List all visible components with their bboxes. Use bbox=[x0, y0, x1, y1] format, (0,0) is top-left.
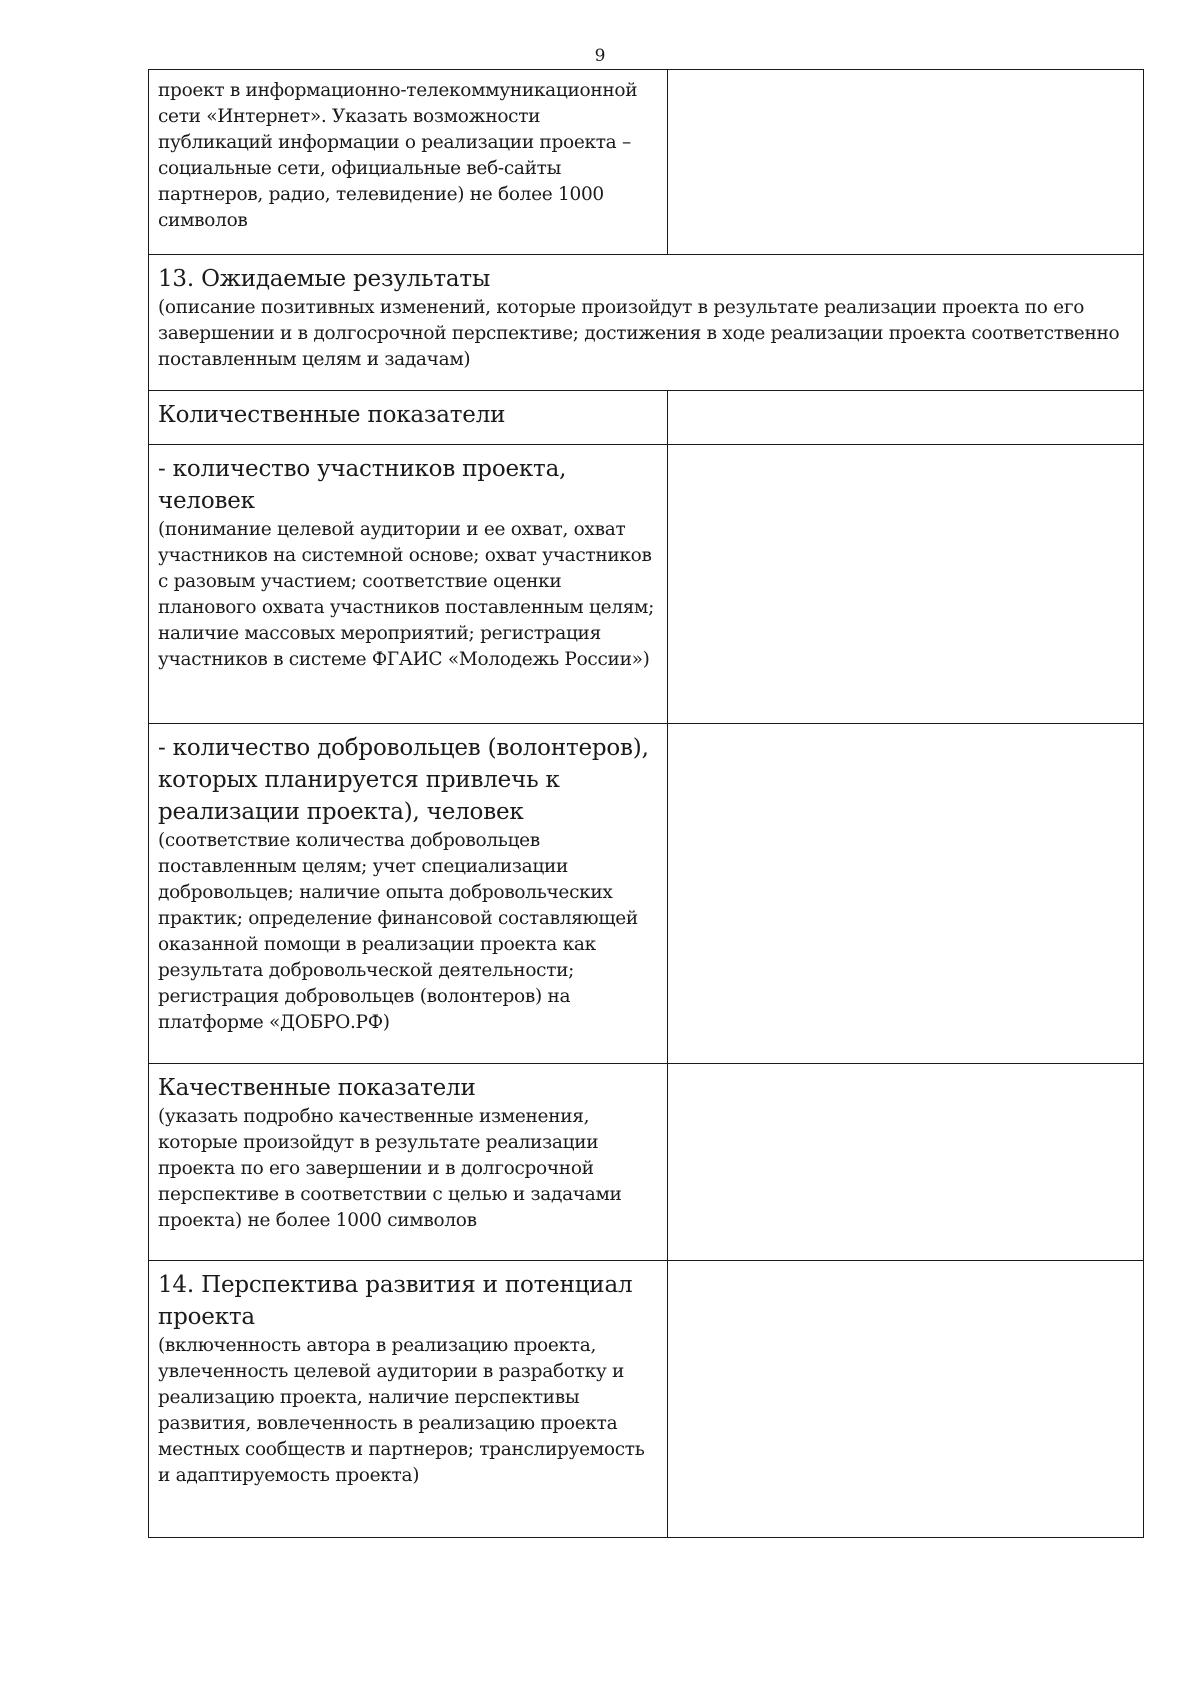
development-prospects-value-cell[interactable] bbox=[668, 1261, 1144, 1538]
table-row bbox=[149, 1064, 1144, 1261]
publication-options-value-cell[interactable] bbox=[668, 70, 1144, 255]
section-header-cell bbox=[149, 255, 1144, 391]
publication-options-text: проект в информационно-телекоммуникационной сети «Интернет». Указать возможности публикаций информации о реализации проекта – социальные сети, официальные веб-сайты партнеров, радио, телевидение) не более 1000 символов bbox=[158, 80, 638, 231]
participants-count-description: (понимание целевой аудитории и ее охват, охват участников на системной основе; охват участников с разовым участием; соответствие оценки планового охвата участников поставленным целям; наличие массовых мероприятий; регистрация участников в системе ФГАИС «Молодежь России») bbox=[158, 519, 655, 670]
table-row bbox=[149, 445, 1144, 724]
table-row bbox=[149, 391, 1144, 445]
qualitative-indicators-value-cell[interactable] bbox=[668, 1064, 1144, 1261]
row-label-cell bbox=[149, 445, 668, 724]
participants-count-heading: - количество участников проекта, человек bbox=[158, 456, 567, 514]
row-label-cell bbox=[149, 1261, 668, 1538]
row-label-cell bbox=[149, 70, 668, 255]
row-label-cell bbox=[149, 724, 668, 1064]
qualitative-indicators-heading: Качественные показатели bbox=[158, 1075, 476, 1101]
table-row bbox=[149, 724, 1144, 1064]
application-form-table bbox=[148, 69, 1144, 1538]
qualitative-indicators-description: (указать подробно качественные изменения, которые произойдут в результате реализации проекта по его завершении и в долгосрочной перспективе в соответствии с целью и задачами проекта) не более 1000 символов bbox=[158, 1106, 622, 1231]
section-14-heading: 14. Перспектива развития и потенциал проекта bbox=[158, 1272, 633, 1330]
quantitative-indicators-value-cell[interactable] bbox=[668, 391, 1144, 445]
section-14-description: (включенность автора в реализацию проекта, увлеченность целевой аудитории в разработку и реализацию проекта, наличие перспективы развития, вовлеченность в реализацию проекта местных сообществ и партнеров; транслируемость и адаптируемость проекта) bbox=[158, 1335, 645, 1486]
volunteers-count-value-cell[interactable] bbox=[668, 724, 1144, 1064]
quantitative-indicators-heading: Количественные показатели bbox=[158, 402, 506, 428]
table-row bbox=[149, 1261, 1144, 1538]
section-13-heading: 13. Ожидаемые результаты bbox=[158, 266, 491, 292]
section-13-description: (описание позитивных изменений, которые произойдут в результате реализации проекта по его завершении и в долгосрочной перспективе; достижения в ходе реализации проекта соответственно поставленным целям и задачам) bbox=[158, 297, 1120, 370]
participants-count-value-cell[interactable] bbox=[668, 445, 1144, 724]
volunteers-count-heading: - количество добровольцев (волонтеров), которых планируется привлечь к реализации проекта), человек bbox=[158, 735, 649, 825]
row-label-cell bbox=[149, 391, 668, 445]
volunteers-count-description: (соответствие количества добровольцев поставленным целям; учет специализации добровольцев; наличие опыта добровольческих практик; определение финансовой составляющей оказанной помощи в реализации проекта как результата добровольческой деятельности; регистрация добровольцев (волонтеров) на платформе «ДОБРО.РФ) bbox=[158, 830, 638, 1033]
table-row bbox=[149, 70, 1144, 255]
table-row bbox=[149, 255, 1144, 391]
row-label-cell bbox=[149, 1064, 668, 1261]
page-number: 9 bbox=[594, 46, 606, 66]
